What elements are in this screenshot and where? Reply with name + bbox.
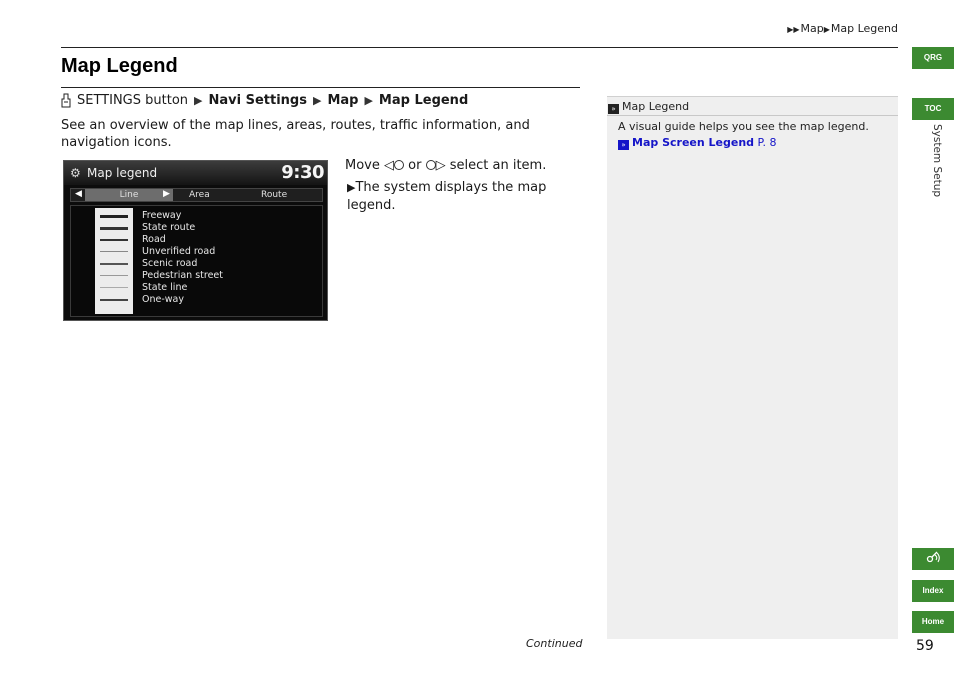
intro-paragraph: See an overview of the map lines, areas, routes, traffic information, and navigation icons. bbox=[61, 118, 530, 150]
section-label: System Setup bbox=[931, 124, 943, 198]
breadcrumb-item-map-legend[interactable]: Map Legend bbox=[830, 22, 898, 35]
list-item: Freeway bbox=[142, 210, 182, 221]
tab-area: Area bbox=[189, 190, 210, 200]
sidebar-note bbox=[607, 96, 898, 639]
path-step-map: Map bbox=[327, 93, 359, 108]
tab-route: Route bbox=[261, 190, 288, 200]
sidebar-header: » Map Legend bbox=[607, 96, 898, 116]
path-step-navi-settings: Navi Settings bbox=[208, 93, 307, 108]
title-divider bbox=[61, 87, 580, 88]
reference-icon: » bbox=[608, 104, 619, 114]
screen-tab-bar bbox=[70, 188, 323, 202]
link-arrow-icon: » bbox=[618, 140, 629, 150]
breadcrumb-item-map[interactable]: Map bbox=[800, 22, 824, 35]
voice-command-tab[interactable] bbox=[912, 548, 954, 570]
tab-line: Line bbox=[85, 189, 173, 201]
move-left-knob-icon: ◁ bbox=[384, 158, 404, 173]
home-button-icon bbox=[61, 93, 71, 108]
line-items-list bbox=[142, 210, 223, 306]
road-line-icon bbox=[100, 239, 128, 241]
path-arrow-icon: ▶ bbox=[364, 94, 373, 107]
list-item: State line bbox=[142, 282, 188, 293]
header-divider bbox=[61, 47, 898, 48]
voice-command-icon bbox=[925, 550, 941, 564]
line-legend-panel bbox=[70, 205, 323, 317]
result-instruction: ▶The system displays the map legend. bbox=[347, 180, 547, 213]
gear-icon: ⚙ bbox=[70, 166, 81, 180]
qrg-tab[interactable]: QRG bbox=[912, 47, 954, 69]
list-item: Unverified road bbox=[142, 246, 216, 257]
list-item: Pedestrian street bbox=[142, 270, 223, 281]
settings-button-label: SETTINGS button bbox=[77, 93, 189, 108]
state-route-line-icon bbox=[100, 227, 128, 230]
screen-clock: 9:30 bbox=[281, 162, 324, 183]
screen-title: Map legend bbox=[87, 166, 158, 180]
breadcrumb-arrow-icon: ▶ bbox=[823, 25, 830, 34]
breadcrumb-arrow-icon: ▶▶ bbox=[787, 25, 800, 34]
move-instruction: Move ◁ or ▷ select an item. bbox=[345, 158, 547, 173]
list-item: One-way bbox=[142, 294, 184, 305]
sidebar-text: A visual guide helps you see the map legend. bbox=[618, 120, 869, 133]
tab-right-arrow-icon: ▶ bbox=[163, 189, 170, 199]
map-screen-legend-link[interactable]: » Map Screen Legend P. 8 bbox=[618, 136, 776, 150]
navigation-path bbox=[61, 93, 468, 108]
map-legend-screenshot bbox=[63, 160, 328, 321]
line-swatch-column bbox=[95, 208, 133, 314]
freeway-line-icon bbox=[100, 215, 128, 218]
move-right-knob-icon: ▷ bbox=[426, 158, 446, 173]
continued-label: Continued bbox=[526, 637, 583, 650]
toc-tab[interactable]: TOC bbox=[912, 98, 954, 120]
one-way-line-icon bbox=[100, 299, 128, 301]
list-item: Scenic road bbox=[142, 258, 198, 269]
home-tab[interactable]: Home bbox=[912, 611, 954, 633]
list-item: State route bbox=[142, 222, 196, 233]
state-line-icon bbox=[100, 287, 128, 288]
page-title: Map Legend bbox=[61, 55, 178, 77]
index-tab[interactable]: Index bbox=[912, 580, 954, 602]
path-arrow-icon: ▶ bbox=[312, 94, 322, 107]
breadcrumb bbox=[787, 22, 898, 35]
scenic-road-line-icon bbox=[100, 263, 128, 265]
list-item: Road bbox=[142, 234, 166, 245]
tab-left-arrow-icon: ◀ bbox=[75, 189, 82, 199]
path-step-map-legend: Map Legend bbox=[378, 93, 469, 108]
pedestrian-street-line-icon bbox=[100, 275, 128, 276]
result-arrow-icon: ▶ bbox=[347, 181, 356, 194]
page-number: 59 bbox=[916, 638, 934, 654]
path-arrow-icon: ▶ bbox=[194, 94, 203, 107]
unverified-road-line-icon bbox=[100, 251, 128, 252]
